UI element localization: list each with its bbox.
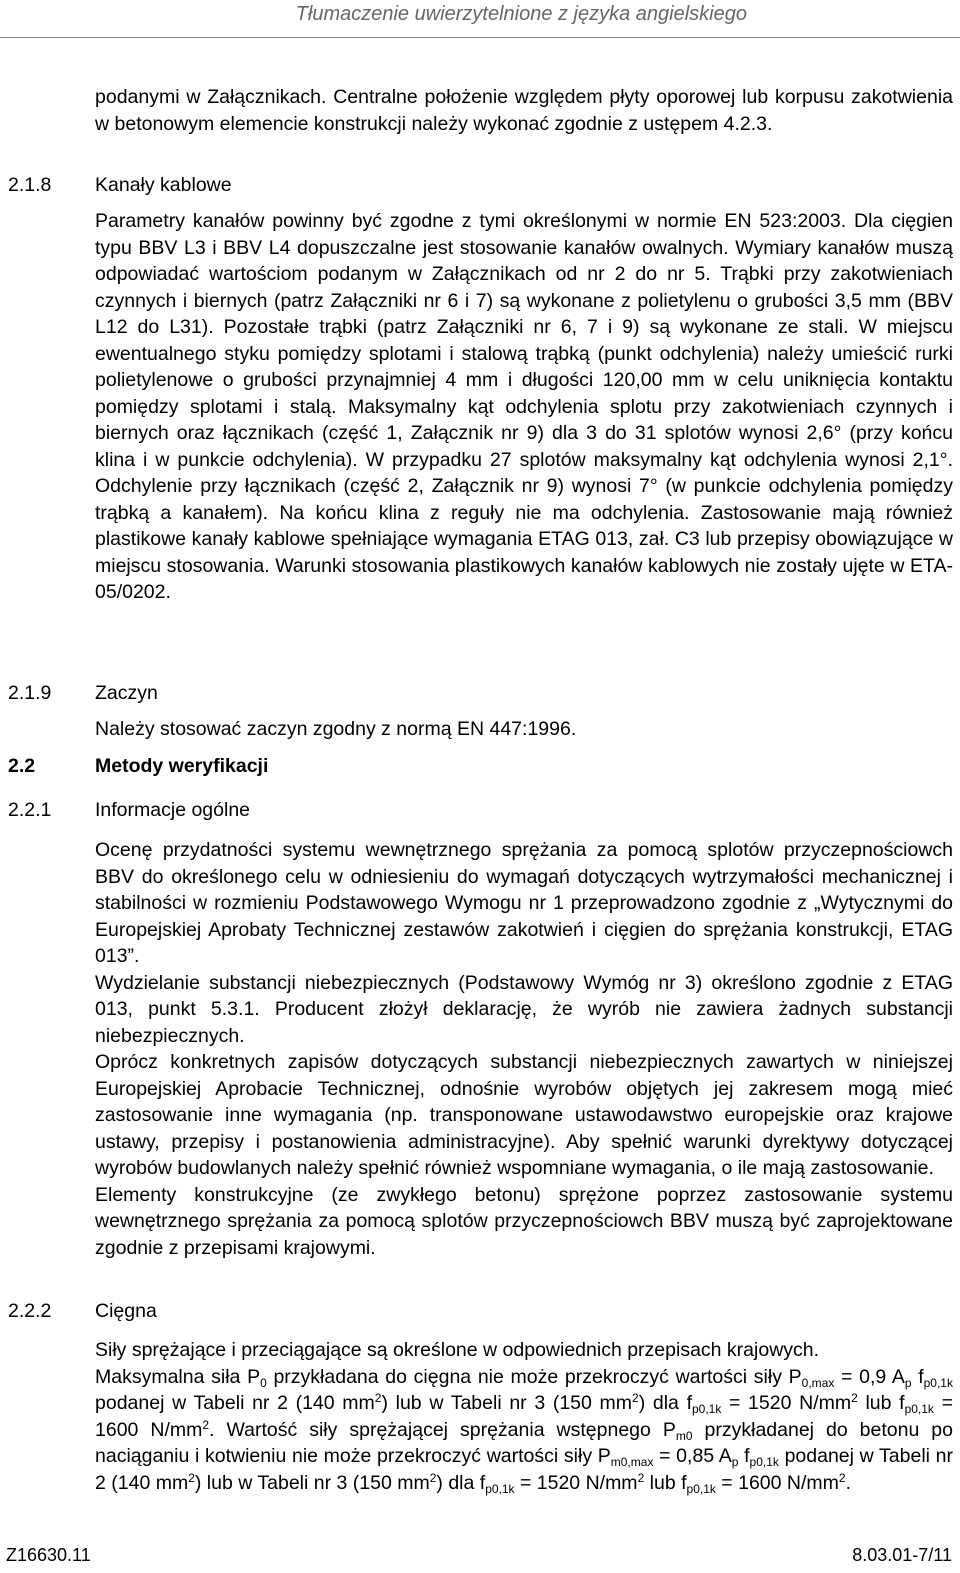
- formula-text: = 0,9 A: [834, 1365, 905, 1388]
- formula-subscript: 0,max: [801, 1375, 835, 1390]
- formula-subscript: p: [731, 1455, 739, 1469]
- formula-text: = 1520 N/mm: [721, 1392, 852, 1414]
- section-2-2-1-paragraph-2: Wydzielanie substancji niebezpiecznych (Podstawowy Wymóg nr 3) określono zgodnie z ETAG 013, punkt 5.3.1. Producent złożył deklarację, że wyrób nie zawiera żadnych substancji niebezpiecznych.: [95, 971, 953, 1047]
- formula-superscript: 2: [632, 1391, 639, 1405]
- section-2-1-9-paragraph: Należy stosować zaczyn zgodny z normą EN 447:1996.: [95, 718, 577, 740]
- formula-subscript: p0,1k: [904, 1402, 934, 1416]
- section-title-2-2: Metody weryfikacji: [95, 755, 269, 777]
- formula-subscript: p0,1k: [691, 1402, 722, 1416]
- formula-text: lub f: [644, 1471, 687, 1494]
- section-2-2-1-paragraph-1: Ocenę przydatności systemu wewnętrznego sprężania za pomocą splotów przyczepnościowch BBV do określonego celu w odniesieniu do wymagań dotyczących wytrzymałości mechanicznej i stabilności w rozmieniu Podstawowego Wymogu nr 1 przeprowadzono zgodnie z „Wytycznymi do Europejskiej Aprobaty Technicznej zestawów zakotwień i cięgien do sprężania konstrukcji, ETAG 013”.: [95, 839, 953, 967]
- formula-text: . Wartość siły sprężającej sprężania wstępnego P: [209, 1418, 676, 1441]
- footer-page-reference: 8.03.01-7/11: [852, 1545, 952, 1565]
- formula-text: podanej w Tabeli nr 2 (140 mm: [95, 1445, 954, 1494]
- formula-text: = 0,85 A: [653, 1445, 732, 1467]
- formula-text: przykładanej do betonu po naciąganiu i kotwieniu nie może przekroczyć wartości siły P: [95, 1418, 953, 1467]
- header-title: Tłumaczenie uwierzytelnione z języka angielskiego: [295, 3, 747, 25]
- formula-text: podanej w Tabeli nr 2 (140 mm: [95, 1392, 375, 1414]
- formula-subscript: p0,1k: [749, 1455, 779, 1469]
- section-2-1-8-paragraph: Parametry kanałów powinny być zgodne z tymi określonymi w normie EN 523:2003. Dla cięgien typu BBV L3 i BBV L4 dopuszczalne jest stosowanie kanałów owalnych. Wymiary kanałów muszą odpowiadać wartościom podanym w Załącznikach od nr 2 do nr 5. Trąbki przy zakotwieniach czynnych i biernych (patrz Załączniki nr 6 i 7) są wykonane z polietylenu o grubości 3,5 mm (BBV L12 do L31). Pozostałe trąbki (patrz Załączniki nr 6, 7 i 9) są wykonane ze stali. W miejscu ewentualnego styku pomiędzy splotami i stalową trąbką (punkt odchylenia) należy umieścić rurki polietylenowe o grubości przynajmniej 4 mm i długości 120,00 mm w celu uniknięcia kontaktu pomiędzy splotami i stalą. Maksymalny kąt odchylenia splotu przy zakotwieniach czynnych i biernych oraz łącznikach (część 1, Załącznik nr 9) dla 3 do 31 splotów wynosi 2,6° (przy końcu klina i w punkcie odchylenia). W przypadku 27 splotów maksymalny kąt odchylenia wynosi 2,1°. Odchylenie przy łącznikach (część 2, Załącznik nr 9) wynosi 7° (w punkcie odchylenia pomiędzy trąbką a kanałem). Na końcu klina z reguły nie ma odchylenia. Zastosowanie mają również plastikowe kanały kablowe spełniające wymagania ETAG 013, zał. C3 lub przepisy obowiązujące w miejscu stosowania. Warunki stosowania plastikowych kanałów kablowych nie zostały ujęte w ETA-05/0202.: [95, 210, 953, 603]
- section-title-2-2-2: Cięgna: [95, 1300, 157, 1322]
- formula-subscript: p: [904, 1375, 912, 1390]
- section-title-2-1-8: Kanały kablowe: [95, 174, 232, 196]
- formula-superscript: 2: [374, 1391, 382, 1405]
- formula-superscript: 2: [637, 1470, 645, 1485]
- formula-text: .: [845, 1471, 852, 1494]
- section-2-2-2-paragraph-1: Siły sprężające i przeciągające są określone w odpowiednich przepisach krajowych.: [95, 1339, 820, 1361]
- formula-subscript: p0,1k: [686, 1481, 716, 1496]
- section-2-2-1-paragraph-3: Oprócz konkretnych zapisów dotyczących substancji niebezpiecznych zawartych w niniejszej Europejskiej Aprobacie Technicznej, odnośnie wyrobów objętych jej zakresem mogą mieć zastosowanie inne wymagania (np. transponowane ustawodawstwo europejskie oraz krajowe ustawy, przepisy i postanowienia administracyjne). Aby spełnić warunki dyrektywy dotyczącej wyrobów budowlanych należy spełnić również wspomniane wymagania, o ile mają zastosowanie.: [95, 1051, 953, 1179]
- formula-text: lub f: [857, 1392, 905, 1414]
- section-number-2-2-1: 2.2.1: [8, 799, 52, 821]
- section-number-2-2: 2.2: [8, 755, 36, 777]
- section-title-2-1-9: Zaczyn: [95, 682, 158, 704]
- formula-text: ) dla f: [436, 1471, 486, 1494]
- page-header: [0, 0, 960, 40]
- section-number-2-2-2: 2.2.2: [8, 1300, 52, 1322]
- formula-superscript: 2: [851, 1391, 858, 1405]
- formula-superscript: 2: [188, 1470, 195, 1485]
- formula-superscript: 2: [202, 1417, 210, 1432]
- section-2-2-1-paragraph-4: Elementy konstrukcyjne (ze zwykłego betonu) sprężone poprzez zastosowanie systemu wewnętrznego sprężania za pomocą splotów przyczepnościowch BBV muszą być zaprojektowane zgodnie z przepisami krajowymi.: [95, 1183, 953, 1259]
- footer-document-number: Z16630.11: [6, 1545, 91, 1565]
- formula-text: ) dla f: [638, 1392, 692, 1414]
- formula-text: ) lub w Tabeli nr 3 (150 mm: [381, 1392, 633, 1414]
- section-2-2-2-body: [95, 1337, 953, 1496]
- formula-subscript: m0: [675, 1428, 693, 1443]
- formula-text: Maksymalna siła P: [95, 1365, 261, 1388]
- section-number-2-1-9: 2.1.9: [8, 682, 52, 704]
- formula-text: = 1600 N/mm: [715, 1471, 839, 1494]
- formula-text: f: [911, 1365, 924, 1388]
- formula-subscript: 0: [260, 1375, 267, 1390]
- formula-text: = 1600 N/mm: [95, 1392, 953, 1441]
- formula-text: f: [738, 1445, 750, 1467]
- formula-subscript: p0,1k: [923, 1375, 953, 1390]
- formula-superscript: 2: [838, 1470, 846, 1485]
- section-2-2-2-formula-paragraph: [95, 1364, 953, 1497]
- section-number-2-1-8: 2.1.8: [8, 174, 52, 196]
- formula-text: ) lub w Tabeli nr 3 (150 mm: [194, 1471, 430, 1494]
- formula-subscript: m0,max: [610, 1455, 654, 1469]
- header-divider: [0, 37, 960, 38]
- formula-superscript: 2: [429, 1470, 437, 1485]
- formula-text: przykładana do cięgna nie może przekroczyć wartości siły P: [266, 1365, 802, 1388]
- section-title-2-2-1: Informacje ogólne: [95, 799, 251, 821]
- section-2-2-1-body: [95, 837, 953, 1261]
- intro-paragraph: podanymi w Załącznikach. Centralne położenie względem płyty oporowej lub korpusu zakotwienia w betonowym elemencie konstrukcji należy wykonać zgodnie z ustępem 4.2.3.: [95, 86, 953, 135]
- formula-subscript: p0,1k: [485, 1481, 515, 1496]
- formula-text: = 1520 N/mm: [514, 1471, 638, 1494]
